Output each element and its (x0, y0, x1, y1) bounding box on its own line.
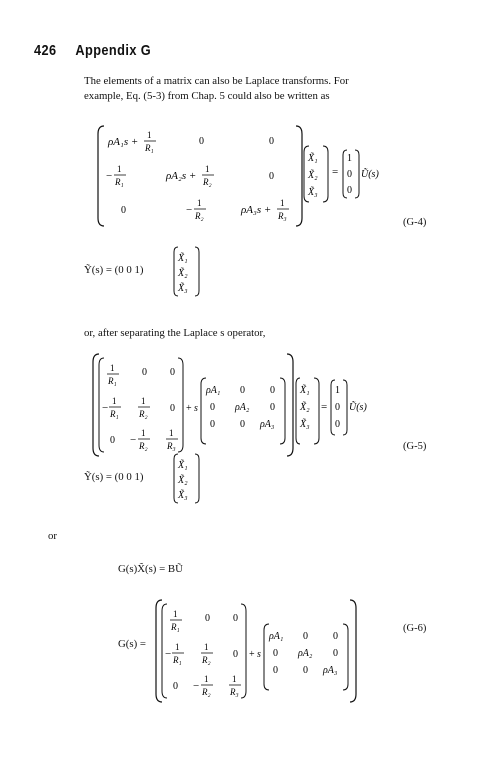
svg-text:R₂: R₂ (139, 441, 148, 451)
svg-text:1: 1 (173, 609, 178, 619)
equation-tag-g6: (G-6) (403, 623, 427, 634)
svg-text:0: 0 (270, 385, 275, 396)
svg-text:0: 0 (173, 681, 178, 692)
svg-text:s: s (194, 403, 198, 414)
svg-text:=: = (332, 166, 339, 178)
equation-g4-matrix (96, 122, 331, 230)
svg-text:1: 1 (204, 642, 209, 652)
svg-text:1: 1 (110, 363, 115, 373)
svg-text:X̃₁: X̃₁ (178, 253, 188, 264)
svg-text:R₂: R₂ (202, 687, 211, 697)
svg-text:−: − (102, 402, 109, 414)
svg-text:1: 1 (147, 130, 152, 140)
svg-text:ρA₁: ρA₁ (206, 385, 221, 396)
g6-lhs: G(s) = (118, 638, 146, 650)
svg-text:0: 0 (121, 205, 126, 216)
or-text: or (48, 530, 57, 542)
intro-line-2: example, Eq. (5-3) from Chap. 5 could also be written as (84, 90, 330, 102)
svg-text:X̃₃: X̃₃ (300, 419, 310, 430)
svg-text:1: 1 (141, 396, 146, 406)
running-header (34, 42, 151, 59)
svg-text:1: 1 (117, 164, 122, 174)
svg-text:X̃₂: X̃₂ (300, 402, 310, 413)
svg-text:ρA₂: ρA₂ (298, 648, 313, 659)
svg-text:0: 0 (210, 402, 215, 413)
svg-text:ρA₃s +: ρA₃s + (241, 204, 272, 216)
svg-text:X̃₂: X̃₂ (308, 170, 318, 181)
svg-text:1: 1 (141, 428, 146, 438)
svg-text:0: 0 (273, 648, 278, 659)
svg-text:X̃₂: X̃₂ (178, 475, 188, 486)
svg-text:X̃₁: X̃₁ (300, 385, 310, 396)
svg-text:0: 0 (110, 435, 115, 446)
svg-text:R₃: R₃ (167, 441, 176, 451)
svg-text:ρA₂s +: ρA₂s + (166, 170, 197, 182)
svg-text:s: s (257, 649, 261, 660)
svg-text:ρA₃: ρA₃ (323, 665, 338, 676)
svg-text:−: − (193, 680, 200, 692)
svg-text:1: 1 (169, 428, 174, 438)
svg-text:ρA₂: ρA₂ (235, 402, 250, 413)
svg-text:R₁: R₁ (145, 143, 154, 153)
equation-g6 (155, 598, 365, 704)
svg-text:1: 1 (335, 385, 340, 396)
svg-text:1: 1 (197, 198, 202, 208)
svg-text:X̃₃: X̃₃ (178, 283, 188, 294)
g5-output-vector (172, 451, 212, 507)
svg-text:R₂: R₂ (202, 655, 211, 665)
svg-text:0: 0 (199, 136, 204, 147)
svg-text:R₁: R₁ (110, 409, 119, 419)
g-line-equation: G(s)X̃(s) = BŨ (118, 563, 183, 575)
svg-text:X̃₁: X̃₁ (308, 153, 318, 164)
svg-text:−: − (106, 170, 113, 182)
svg-text:0: 0 (273, 665, 278, 676)
svg-text:R₂: R₂ (195, 211, 204, 221)
svg-text:0: 0 (333, 631, 338, 642)
equation-g4-rhs (331, 146, 391, 206)
svg-text:X̃₃: X̃₃ (308, 187, 318, 198)
intro-paragraph (84, 74, 434, 104)
g4-output-equation: Ỹ(s) = (0 0 1) (84, 264, 144, 276)
svg-text:R₃: R₃ (230, 687, 239, 697)
svg-text:+: + (186, 403, 192, 414)
svg-text:−: − (165, 648, 172, 660)
svg-text:R₁: R₁ (108, 376, 117, 386)
svg-text:Ũ(s): Ũ(s) (349, 402, 367, 413)
svg-text:0: 0 (335, 402, 340, 413)
svg-text:R₁: R₁ (173, 655, 182, 665)
svg-text:ρA₁: ρA₁ (269, 631, 284, 642)
svg-text:=: = (321, 401, 328, 413)
svg-text:R₂: R₂ (203, 177, 212, 187)
svg-text:+: + (249, 649, 255, 660)
svg-text:1: 1 (232, 674, 237, 684)
svg-text:Ũ(s): Ũ(s) (361, 169, 379, 180)
svg-text:1: 1 (347, 153, 352, 164)
svg-text:R₁: R₁ (171, 622, 180, 632)
equation-tag-g4: (G-4) (403, 217, 427, 228)
svg-text:1: 1 (112, 396, 117, 406)
svg-text:0: 0 (205, 613, 210, 624)
svg-text:0: 0 (233, 649, 238, 660)
svg-text:0: 0 (269, 171, 274, 182)
svg-text:0: 0 (210, 419, 215, 430)
svg-text:0: 0 (240, 385, 245, 396)
svg-text:0: 0 (142, 367, 147, 378)
svg-text:0: 0 (347, 185, 352, 196)
svg-text:0: 0 (170, 367, 175, 378)
svg-text:0: 0 (347, 169, 352, 180)
svg-text:−: − (130, 434, 137, 446)
intro-line-1: The elements of a matrix can also be Laplace transforms. For (84, 75, 349, 87)
g4-output-vector (172, 244, 212, 300)
svg-text:0: 0 (303, 631, 308, 642)
svg-text:X̃₁: X̃₁ (178, 460, 188, 471)
separator-text: or, after separating the Laplace s operator, (84, 327, 266, 339)
svg-text:X̃₃: X̃₃ (178, 490, 188, 501)
svg-text:1: 1 (205, 164, 210, 174)
svg-text:0: 0 (233, 613, 238, 624)
equation-tag-g5: (G-5) (403, 441, 427, 452)
svg-text:1: 1 (175, 642, 180, 652)
svg-text:ρA₁s +: ρA₁s + (108, 136, 139, 148)
svg-text:R₃: R₃ (278, 211, 287, 221)
svg-text:0: 0 (170, 403, 175, 414)
svg-text:ρA₃: ρA₃ (260, 419, 275, 430)
svg-text:1: 1 (280, 198, 285, 208)
svg-text:0: 0 (335, 419, 340, 430)
header-title: Appendix G (75, 42, 152, 59)
g5-output-equation: Ỹ(s) = (0 0 1) (84, 471, 144, 483)
svg-text:−: − (186, 204, 193, 216)
equation-g5 (92, 352, 392, 458)
svg-text:0: 0 (303, 665, 308, 676)
svg-text:0: 0 (333, 648, 338, 659)
svg-text:1: 1 (204, 674, 209, 684)
svg-text:R₂: R₂ (139, 409, 148, 419)
svg-text:X̃₂: X̃₂ (178, 268, 188, 279)
svg-text:R₁: R₁ (115, 177, 124, 187)
svg-text:0: 0 (240, 419, 245, 430)
svg-text:0: 0 (270, 402, 275, 413)
page-number: 426 (34, 42, 57, 59)
svg-text:0: 0 (269, 136, 274, 147)
